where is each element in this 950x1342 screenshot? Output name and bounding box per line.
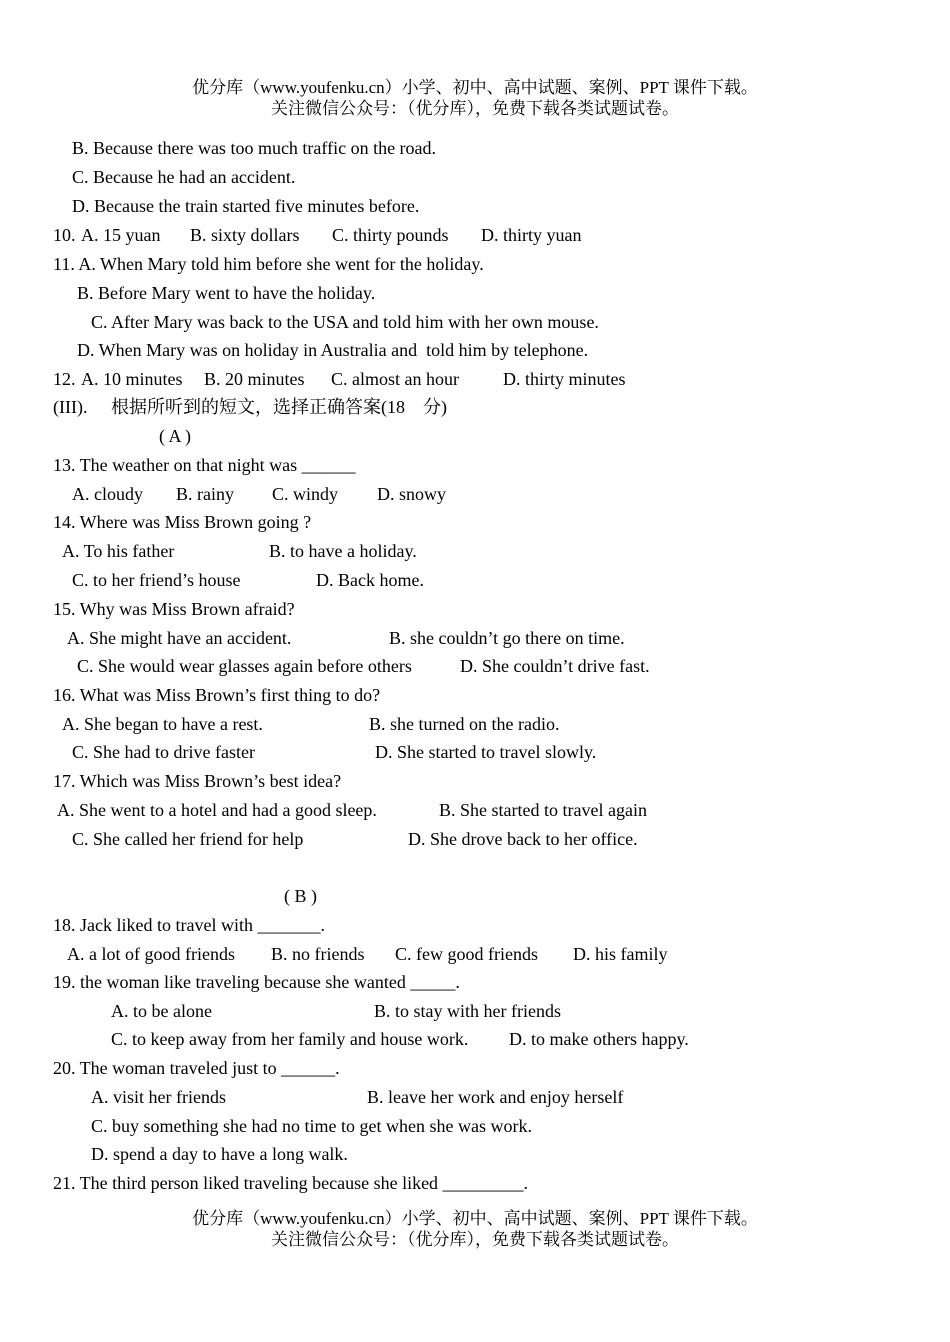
q20-option-b: B. leave her work and enjoy herself — [367, 1087, 624, 1107]
q10-option-d: D. thirty yuan — [481, 225, 582, 245]
q13-option-a: A. cloudy — [72, 484, 143, 504]
q19-option-d: D. to make others happy. — [509, 1029, 689, 1049]
passage-a-label: ( A ) — [159, 426, 192, 446]
q19-option-c: C. to keep away from her family and house work. — [111, 1029, 469, 1049]
q9-option-c: C. Because he had an accident. — [72, 167, 296, 187]
q19-option-a: A. to be alone — [111, 1001, 212, 1021]
q18-option-b: B. no friends — [271, 944, 365, 964]
q13-option-c: C. windy — [272, 484, 339, 504]
q13-option-d: D. snowy — [377, 484, 447, 504]
q14-option-b: B. to have a holiday. — [269, 541, 417, 561]
q11-option-a: 11. A. When Mary told him before she went for the holiday. — [53, 254, 484, 274]
q15-option-b: B. she couldn’t go there on time. — [389, 628, 625, 648]
q17-option-b: B. She started to travel again — [439, 800, 647, 820]
q12-option-d: D. thirty minutes — [503, 369, 626, 389]
q17-option-c: C. She called her friend for help — [72, 829, 304, 849]
q13-option-b: B. rainy — [176, 484, 234, 504]
q18-question: 18. Jack liked to travel with _______. — [53, 915, 325, 935]
q13-question: 13. The weather on that night was ______ — [53, 455, 356, 475]
q16-question: 16. What was Miss Brown’s first thing to do? — [53, 685, 381, 705]
q15-option-d: D. She couldn’t drive fast. — [460, 656, 650, 676]
q14-option-c: C. to her friend’s house — [72, 570, 241, 590]
q16-option-b: B. she turned on the radio. — [369, 714, 560, 734]
passage-b-label: ( B ) — [284, 886, 317, 906]
section-3-instruction: 根据所听到的短文，选择正确答案(18 分) — [111, 397, 447, 417]
page-header — [0, 77, 950, 119]
q11-option-b: B. Before Mary went to have the holiday. — [77, 283, 376, 303]
q16-option-a: A. She began to have a rest. — [62, 714, 263, 734]
q12-option-a: A. 10 minutes — [81, 369, 183, 389]
q15-option-c: C. She would wear glasses again before others — [77, 656, 412, 676]
q20-option-a: A. visit her friends — [91, 1087, 226, 1107]
q14-option-a: A. To his father — [62, 541, 175, 561]
footer-line-1: 优分库（www.youfenku.cn）小学、初中、高中试题、案例、PPT 课件下载。 — [192, 1209, 758, 1228]
q19-question: 19. the woman like traveling because she wanted _____. — [53, 972, 460, 992]
footer-line-2: 关注微信公众号：（优分库），免费下载各类试题试卷。 — [271, 1230, 679, 1249]
section-3-label: (III). — [53, 397, 88, 417]
q20-question: 20. The woman traveled just to ______. — [53, 1058, 340, 1078]
q15-option-a: A. She might have an accident. — [67, 628, 292, 648]
q14-question: 14. Where was Miss Brown going ? — [53, 512, 312, 532]
q12-option-c: C. almost an hour — [331, 369, 459, 389]
q20-option-d: D. spend a day to have a long walk. — [91, 1144, 348, 1164]
header-line-2: 关注微信公众号：（优分库），免费下载各类试题试卷。 — [271, 99, 679, 118]
q16-option-c: C. She had to drive faster — [72, 742, 255, 762]
q18-option-c: C. few good friends — [395, 944, 538, 964]
q10-option-a: A. 15 yuan — [81, 225, 161, 245]
q17-option-a: A. She went to a hotel and had a good sleep. — [57, 800, 377, 820]
q17-question: 17. Which was Miss Brown’s best idea? — [53, 771, 342, 791]
q17-option-d: D. She drove back to her office. — [408, 829, 638, 849]
page-footer — [0, 1208, 950, 1250]
q11-option-d: D. When Mary was on holiday in Australia and told him by telephone. — [77, 340, 589, 360]
q10-number: 10. — [53, 225, 76, 245]
q12-option-b: B. 20 minutes — [204, 369, 305, 389]
header-line-1: 优分库（www.youfenku.cn）小学、初中、高中试题、案例、PPT 课件下载。 — [192, 78, 758, 97]
q12-number: 12. — [53, 369, 76, 389]
q19-option-b: B. to stay with her friends — [374, 1001, 561, 1021]
q10-option-c: C. thirty pounds — [332, 225, 449, 245]
q18-option-d: D. his family — [573, 944, 668, 964]
q10-option-b: B. sixty dollars — [190, 225, 300, 245]
q9-option-b: B. Because there was too much traffic on the road. — [72, 138, 437, 158]
q18-option-a: A. a lot of good friends — [67, 944, 235, 964]
q14-option-d: D. Back home. — [316, 570, 424, 590]
q20-option-c: C. buy something she had no time to get when she was work. — [91, 1116, 532, 1136]
q11-option-c: C. After Mary was back to the USA and told him with her own mouse. — [91, 312, 599, 332]
q9-option-d: D. Because the train started five minutes before. — [72, 196, 420, 216]
q21-question: 21. The third person liked traveling because she liked _________. — [53, 1173, 529, 1193]
q16-option-d: D. She started to travel slowly. — [375, 742, 597, 762]
q15-question: 15. Why was Miss Brown afraid? — [53, 599, 295, 619]
